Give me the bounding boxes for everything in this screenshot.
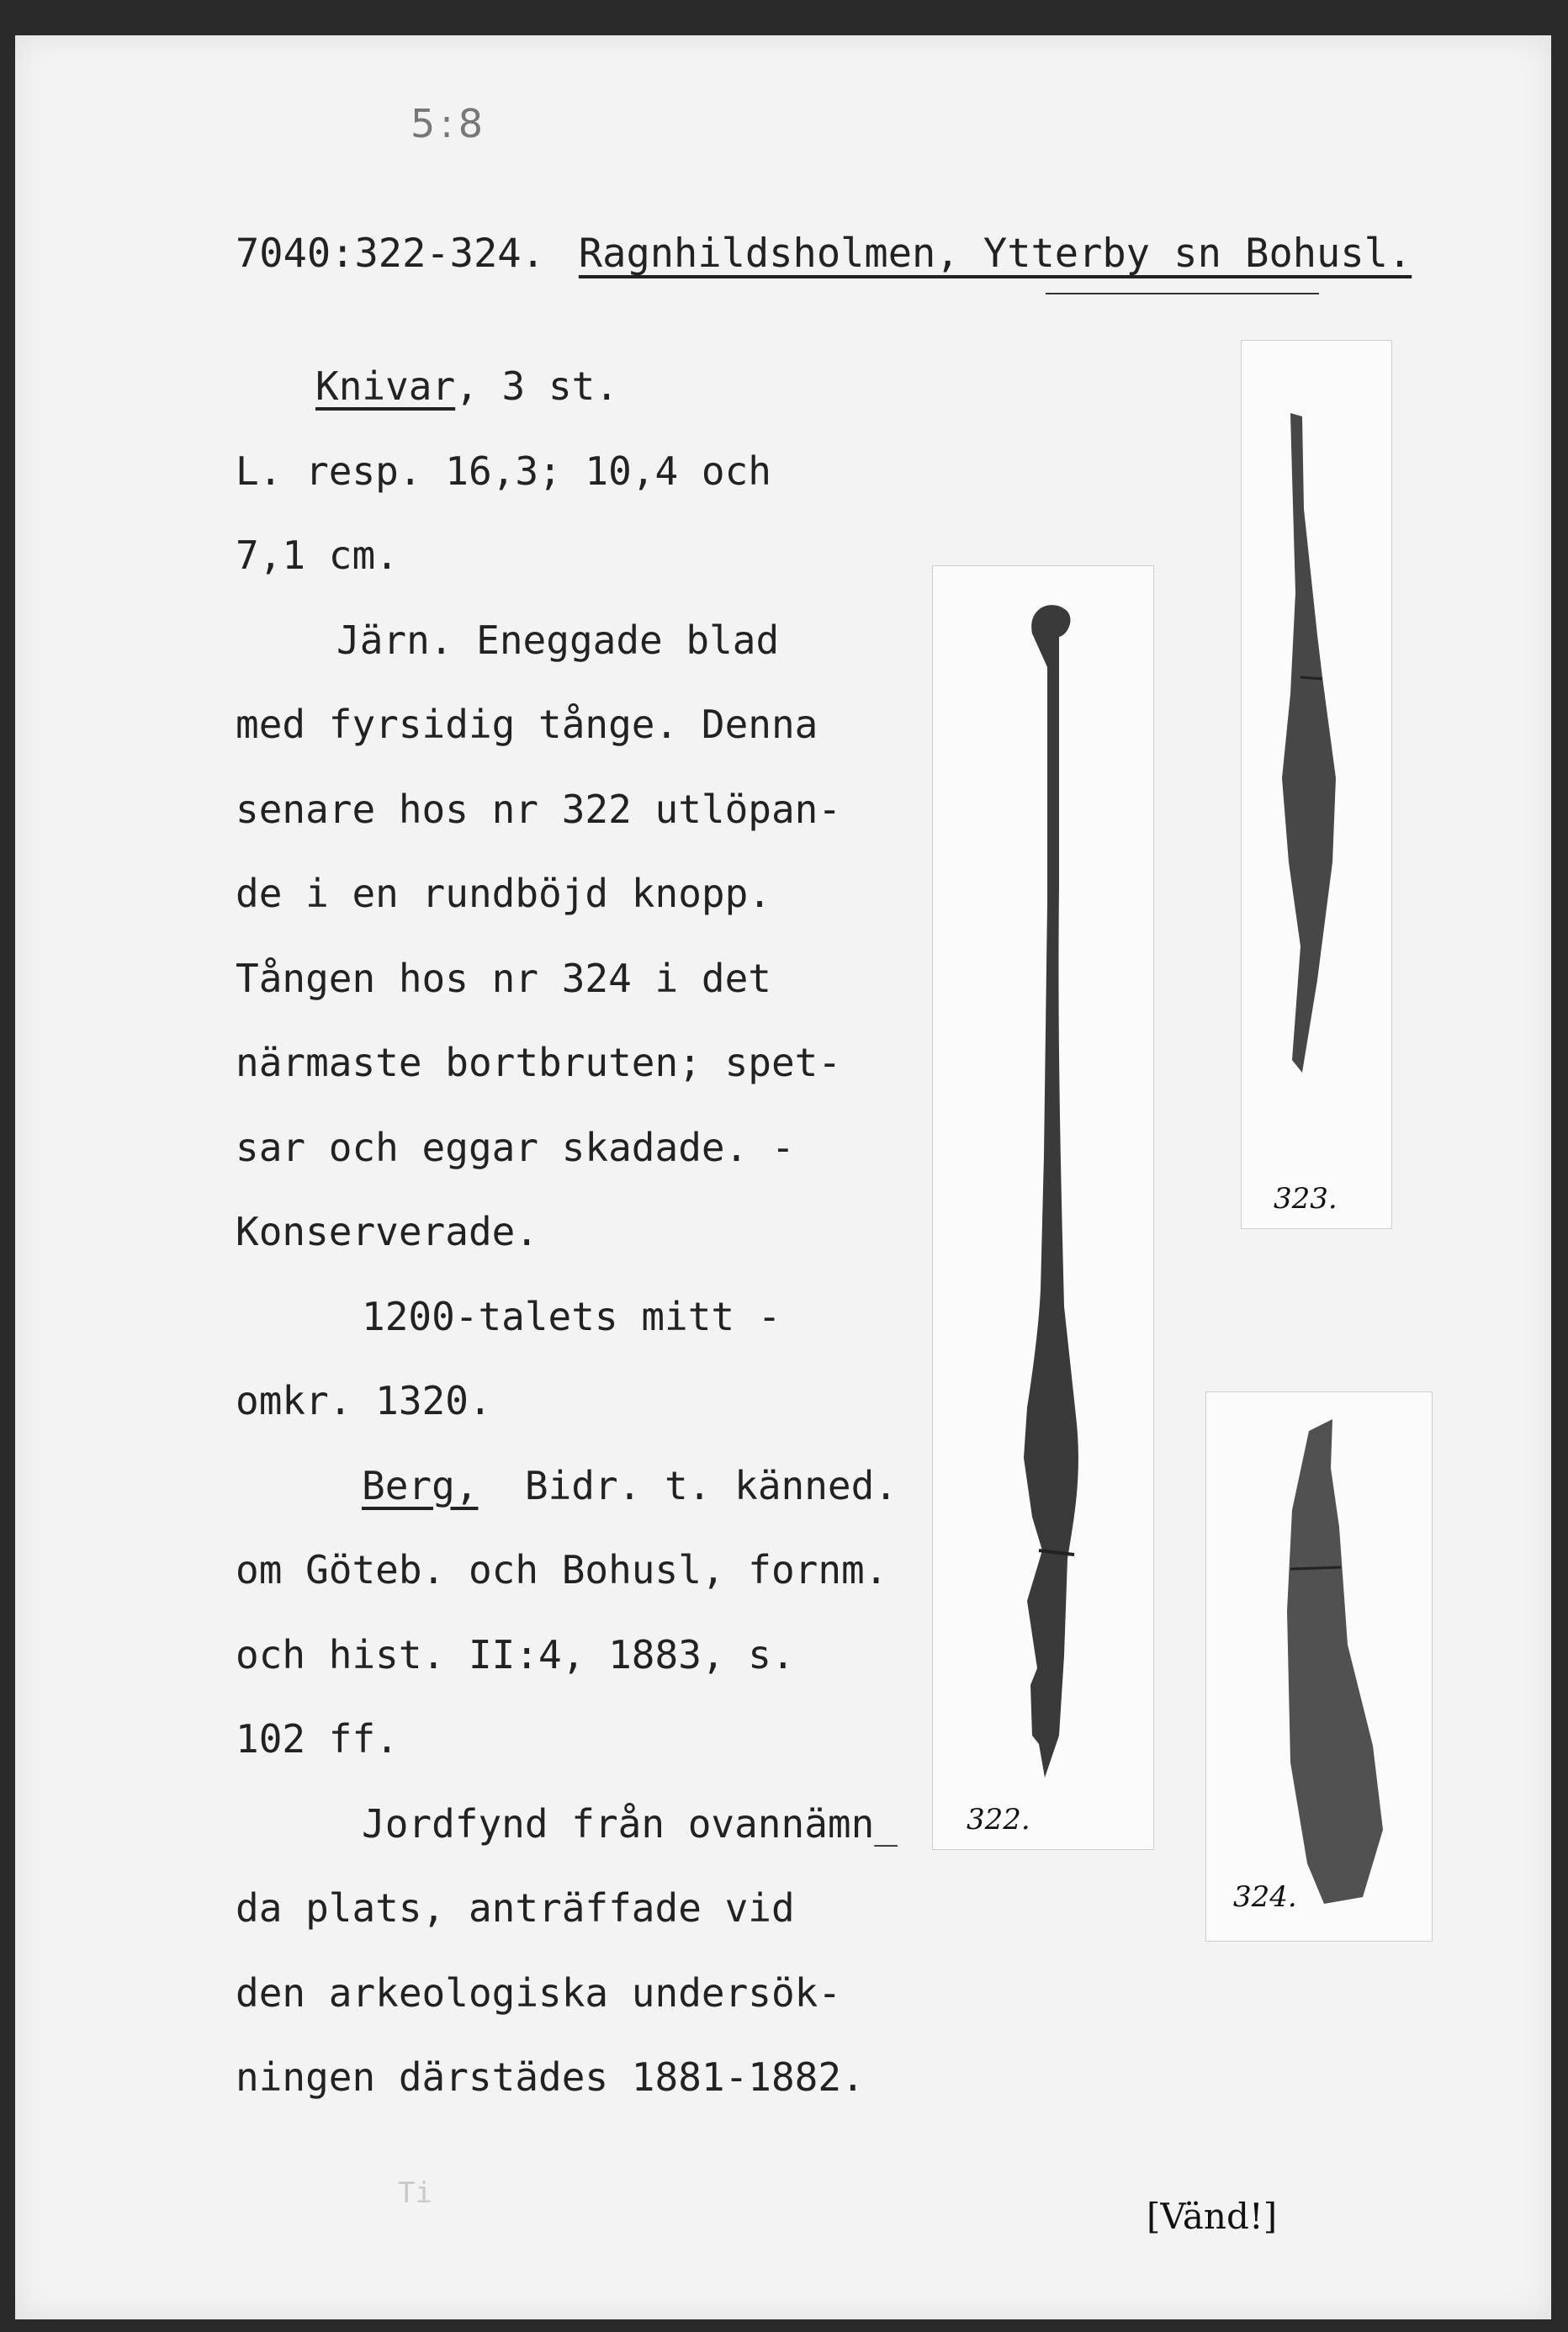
catalog-card bbox=[15, 35, 1551, 2319]
text-line bbox=[236, 2054, 865, 2100]
photo-knife-323 bbox=[1241, 340, 1392, 1229]
text-line bbox=[236, 1716, 399, 1762]
label-324: 324. bbox=[1233, 1880, 1297, 1914]
text-line-suffix: , 3 st. bbox=[455, 363, 619, 409]
text-line bbox=[362, 1294, 781, 1339]
text-line-main: sar och eggar skadade. - bbox=[236, 1124, 795, 1170]
text-line bbox=[236, 1209, 538, 1254]
text-line-main: 102 ff. bbox=[236, 1716, 399, 1762]
pencil-note: 5:8 bbox=[411, 101, 489, 146]
text-line bbox=[362, 1463, 898, 1508]
text-line-main: om Göteb. och Bohusl, fornm. bbox=[236, 1547, 888, 1593]
text-line-main: och hist. II:4, 1883, s. bbox=[236, 1631, 795, 1677]
label-322: 322. bbox=[967, 1803, 1030, 1836]
text-line-main: Tången hos nr 324 i det bbox=[236, 955, 771, 1001]
knife-322-image bbox=[933, 566, 1153, 1849]
underline-stroke bbox=[1046, 293, 1319, 294]
text-line-main: Berg, bbox=[362, 1462, 479, 1508]
text-line-main: med fyrsidig tånge. Denna bbox=[236, 702, 818, 747]
label-323: 323. bbox=[1274, 1182, 1338, 1216]
text-line bbox=[236, 1040, 841, 1085]
text-line-main: L. resp. 16,3; 10,4 och bbox=[236, 448, 771, 494]
text-line-suffix: Bidr. t. känned. bbox=[478, 1462, 898, 1508]
faint-stamp: Ti bbox=[398, 2176, 432, 2210]
text-line bbox=[315, 363, 618, 409]
text-line-main: Konserverade. bbox=[236, 1209, 539, 1254]
photo-knife-324 bbox=[1205, 1391, 1433, 1942]
text-line-main: ningen därstädes 1881-1882. bbox=[236, 2054, 865, 2100]
text-line-main: de i en rundböjd knopp. bbox=[236, 871, 771, 916]
text-line bbox=[236, 1125, 795, 1170]
knife-324-image bbox=[1206, 1392, 1432, 1941]
text-line-main: närmaste bortbruten; spet- bbox=[236, 1040, 842, 1085]
text-line bbox=[236, 787, 841, 832]
text-line bbox=[362, 1801, 898, 1847]
text-line bbox=[336, 617, 779, 663]
text-line-main: 1200-talets mitt - bbox=[362, 1293, 781, 1339]
text-line bbox=[236, 533, 399, 578]
text-line bbox=[236, 1885, 795, 1931]
text-line-main: da plats, anträffade vid bbox=[236, 1885, 795, 1931]
catalog-number: 7040:322-324. bbox=[236, 231, 545, 277]
find-place: Ragnhildsholmen, Ytterby sn Bohusl. bbox=[578, 231, 1412, 277]
text-line-main: den arkeologiska undersök- bbox=[236, 1969, 842, 2016]
photo-knife-322 bbox=[932, 565, 1154, 1850]
text-line-main: omkr. 1320. bbox=[236, 1378, 492, 1423]
text-line bbox=[236, 871, 771, 916]
knife-323-image bbox=[1242, 341, 1391, 1228]
text-line-main: senare hos nr 322 utlöpan- bbox=[236, 786, 842, 832]
text-line-main: Knivar bbox=[315, 363, 456, 409]
text-line bbox=[236, 1378, 492, 1423]
text-line bbox=[236, 1632, 795, 1677]
text-line bbox=[236, 448, 771, 494]
text-line-main: Järn. Eneggade blad bbox=[336, 617, 780, 663]
text-line bbox=[236, 1547, 887, 1593]
text-line-main: 7,1 cm. bbox=[236, 533, 399, 578]
text-line-main: Jordfynd från ovannämn_ bbox=[362, 1800, 898, 1847]
turn-over-note: [Vänd!] bbox=[1147, 2196, 1278, 2237]
text-line bbox=[236, 1970, 841, 2016]
text-line bbox=[236, 956, 771, 1001]
text-line bbox=[236, 702, 818, 747]
card-header bbox=[236, 231, 1412, 277]
